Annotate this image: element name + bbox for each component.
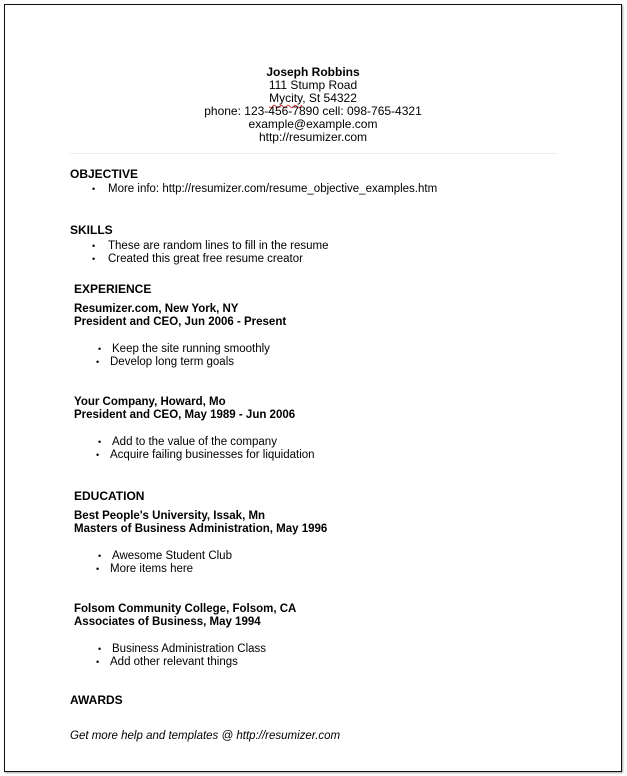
- city-name: Mycity: [269, 91, 303, 105]
- bullet-icon: •: [96, 357, 100, 367]
- job-item: Add to the value of the company: [112, 436, 277, 448]
- street-address: 111 Stump Road: [268, 78, 358, 92]
- bullet-icon: •: [92, 241, 96, 251]
- skill-item: These are random lines to fill in the resume: [108, 240, 329, 252]
- bullet-icon: •: [98, 437, 102, 447]
- bullet-icon: •: [96, 450, 100, 460]
- job-item: Acquire failing businesses for liquidation: [110, 449, 315, 461]
- school-item: Add other relevant things: [110, 656, 238, 668]
- school-organization: Folsom Community College, Folsom, CA: [74, 603, 297, 615]
- job-organization: Your Company, Howard, Mo: [74, 396, 226, 408]
- school-organization: Best People's University, Issak, Mn: [74, 510, 266, 522]
- job-role: President and CEO, Jun 2006 - Present: [74, 316, 287, 328]
- footer-note: Get more help and templates @ http://resumizer.com: [70, 730, 341, 742]
- job-item: Keep the site running smoothly: [112, 343, 270, 355]
- objective-heading: OBJECTIVE: [70, 167, 139, 181]
- bullet-icon: •: [96, 564, 100, 574]
- school-item: More items here: [110, 563, 194, 575]
- email-address: example@example.com: [248, 117, 378, 131]
- job-item: Develop long term goals: [110, 356, 235, 368]
- bullet-icon: •: [98, 551, 102, 561]
- experience-heading: EXPERIENCE: [74, 282, 152, 296]
- state-zip: , St 54322: [302, 91, 357, 105]
- contact-header: [5, 66, 621, 144]
- job-role: President and CEO, May 1989 - Jun 2006: [74, 409, 296, 421]
- skills-heading: SKILLS: [70, 223, 113, 237]
- resume-page: [4, 4, 622, 772]
- school-item: Business Administration Class: [112, 643, 267, 655]
- phone-numbers: phone: 123-456-7890 cell: 098-765-4321: [204, 104, 422, 118]
- objective-item: More info: http://resumizer.com/resume_objective_examples.htm: [108, 183, 438, 195]
- skill-item: Created this great free resume creator: [108, 253, 303, 265]
- school-item: Awesome Student Club: [112, 550, 232, 562]
- website-url: http://resumizer.com: [258, 130, 368, 144]
- header-divider: [69, 153, 557, 154]
- bullet-icon: •: [92, 184, 96, 194]
- bullet-icon: •: [98, 644, 102, 654]
- education-heading: EDUCATION: [74, 489, 145, 503]
- bullet-icon: •: [96, 657, 100, 667]
- job-organization: Resumizer.com, New York, NY: [74, 303, 239, 315]
- bullet-icon: •: [92, 254, 96, 264]
- candidate-name: Joseph Robbins: [266, 65, 360, 79]
- awards-heading: AWARDS: [70, 693, 123, 707]
- bullet-icon: •: [98, 344, 102, 354]
- school-degree: Associates of Business, May 1994: [74, 616, 261, 628]
- school-degree: Masters of Business Administration, May 1996: [74, 523, 328, 535]
